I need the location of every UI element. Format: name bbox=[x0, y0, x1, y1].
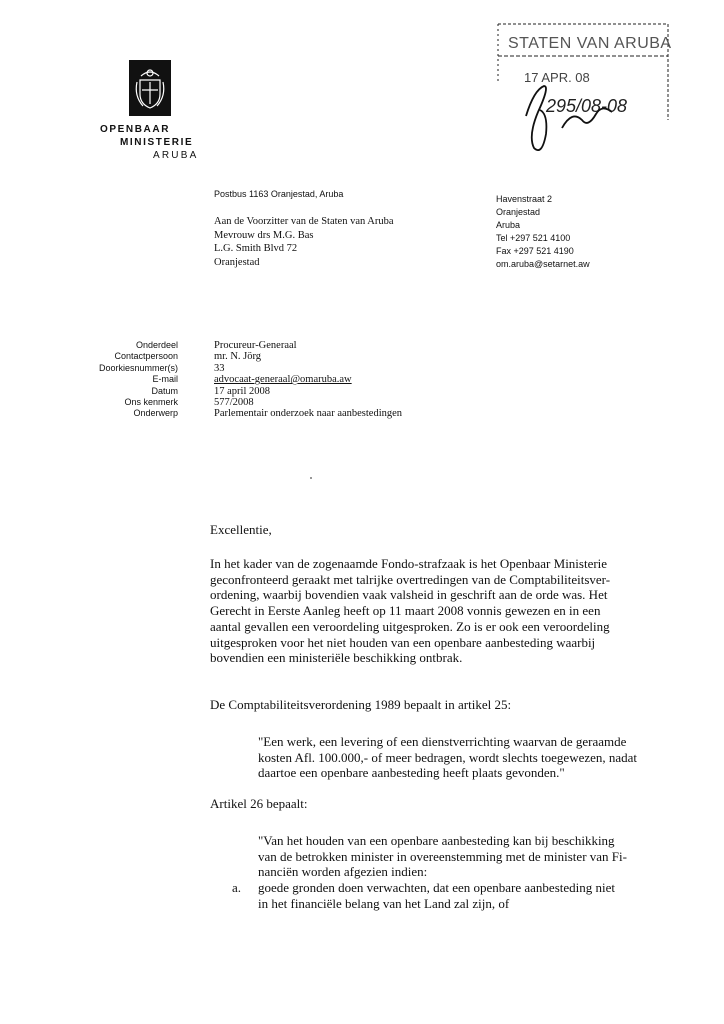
meta-value-onderwerp: Parlementair onderzoek naar aanbestedingen bbox=[214, 408, 403, 420]
metadata-labels bbox=[40, 340, 178, 420]
sender-street: Havenstraat 2 bbox=[496, 194, 553, 204]
meta-label-datum: Datum bbox=[151, 385, 178, 396]
paragraph-line: aantal gevallen een veroordeling uitgesproken. Zo is er ook een veroordeling bbox=[210, 618, 610, 634]
meta-label-onderdeel: Onderdeel bbox=[135, 340, 178, 350]
meta-label-doorkiesnummer: Doorkiesnummer(s) bbox=[98, 362, 178, 373]
quote-line: "Van het houden van een openbare aanbesteding kan bij beschikking bbox=[258, 833, 615, 848]
stamp-line-3: 295/08-08 bbox=[546, 96, 628, 116]
body-paragraph-3: Artikel 26 bepaalt: bbox=[210, 796, 308, 811]
quote-line: kosten Afl. 100.000,- of meer bedragen, wordt slechts toegewezen, nadat bbox=[258, 749, 638, 765]
addressee-line: L.G. Smith Blvd 72 bbox=[214, 243, 298, 254]
sender-fax: Fax +297 521 4190 bbox=[496, 246, 574, 256]
meta-value-contactpersoon: mr. N. Jörg bbox=[214, 351, 262, 363]
meta-value-email-link[interactable]: advocaat-generaal@omaruba.aw bbox=[214, 374, 352, 386]
quote-artikel-25 bbox=[258, 734, 648, 781]
paragraph-line: bovendien een ministeriële beschikking ontbrak. bbox=[210, 650, 463, 666]
sender-address-block bbox=[496, 193, 590, 271]
org-name-line-3: ARUBA bbox=[153, 150, 199, 161]
meta-label-kenmerk: Ons kenmerk bbox=[124, 397, 178, 408]
received-stamp bbox=[496, 20, 672, 152]
paragraph-line: Gerecht in Eerste Aanleg heeft op 11 maart 2008 vonnis gewezen en in een bbox=[210, 603, 601, 619]
paragraph-line: ordening, waarbij bovendien vaak valsheid in geschrift aan de orde was. Het bbox=[210, 587, 608, 603]
ministry-crest-logo bbox=[129, 60, 171, 116]
metadata-values bbox=[214, 340, 402, 420]
meta-label-onderwerp: Onderwerp bbox=[133, 408, 178, 419]
quote-line: daartoe een openbare aanbesteding heeft plaats gevonden." bbox=[258, 765, 565, 781]
list-marker-a: a. bbox=[232, 880, 242, 895]
quote-line: "Een werk, een levering of een dienstverrichting waarvan de geraamde bbox=[258, 734, 627, 749]
meta-label-email: E-mail bbox=[152, 374, 178, 385]
quote-line: nanciën worden afgezien indien: bbox=[258, 864, 428, 880]
meta-value-onderdeel: Procureur-Generaal bbox=[214, 340, 297, 351]
addressee-line: Aan de Voorzitter van de Staten van Aruba bbox=[214, 216, 394, 227]
list-item-line: in het financiële belang van het Land zal zijn, of bbox=[258, 895, 510, 911]
quote-line: van de betrokken minister in overeenstemming met de minister van Fi- bbox=[258, 848, 627, 864]
body-paragraph-2: De Comptabiliteitsverordening 1989 bepaalt in artikel 25: bbox=[210, 697, 512, 712]
paragraph-line: uitgesproken voor het niet houden van een openbare aanbesteding waarbij bbox=[210, 634, 596, 650]
addressee-line: Mevrouw drs M.G. Bas bbox=[214, 229, 314, 241]
sender-email: om.aruba@setarnet.aw bbox=[496, 259, 590, 269]
list-item-a bbox=[258, 880, 648, 911]
quote-artikel-26 bbox=[258, 833, 648, 880]
postbus-address: Postbus 1163 Oranjestad, Aruba bbox=[214, 189, 344, 199]
scan-speck bbox=[310, 477, 312, 479]
meta-value-doorkiesnummer: 33 bbox=[214, 362, 225, 374]
org-name-line-2: MINISTERIE bbox=[120, 137, 194, 148]
sender-city: Oranjestad bbox=[496, 207, 541, 217]
body-paragraph-1 bbox=[210, 556, 640, 666]
sender-country: Aruba bbox=[496, 220, 521, 230]
addressee-block bbox=[214, 215, 394, 269]
sender-tel: Tel +297 521 4100 bbox=[496, 233, 571, 243]
paragraph-line: geconfronteerd geraakt met talrijke overtredingen van de Comptabiliteitsver- bbox=[210, 571, 611, 587]
meta-value-datum: 17 april 2008 bbox=[214, 385, 270, 397]
stamp-line-2: 17 APR. 08 bbox=[524, 70, 590, 85]
salutation: Excellentie, bbox=[210, 522, 272, 537]
addressee-line: Oranjestad bbox=[214, 256, 260, 268]
list-item-line: goede gronden doen verwachten, dat een openbare aanbesteding niet bbox=[258, 880, 615, 895]
stamp-line-1: STATEN VAN ARUBA bbox=[508, 35, 672, 52]
meta-value-kenmerk: 577/2008 bbox=[214, 397, 254, 409]
org-name-line-1: OPENBAAR bbox=[100, 124, 171, 135]
meta-label-contactpersoon: Contactpersoon bbox=[114, 351, 178, 362]
paragraph-line: In het kader van de zogenaamde Fondo-strafzaak is het Openbaar Ministerie bbox=[210, 556, 608, 571]
